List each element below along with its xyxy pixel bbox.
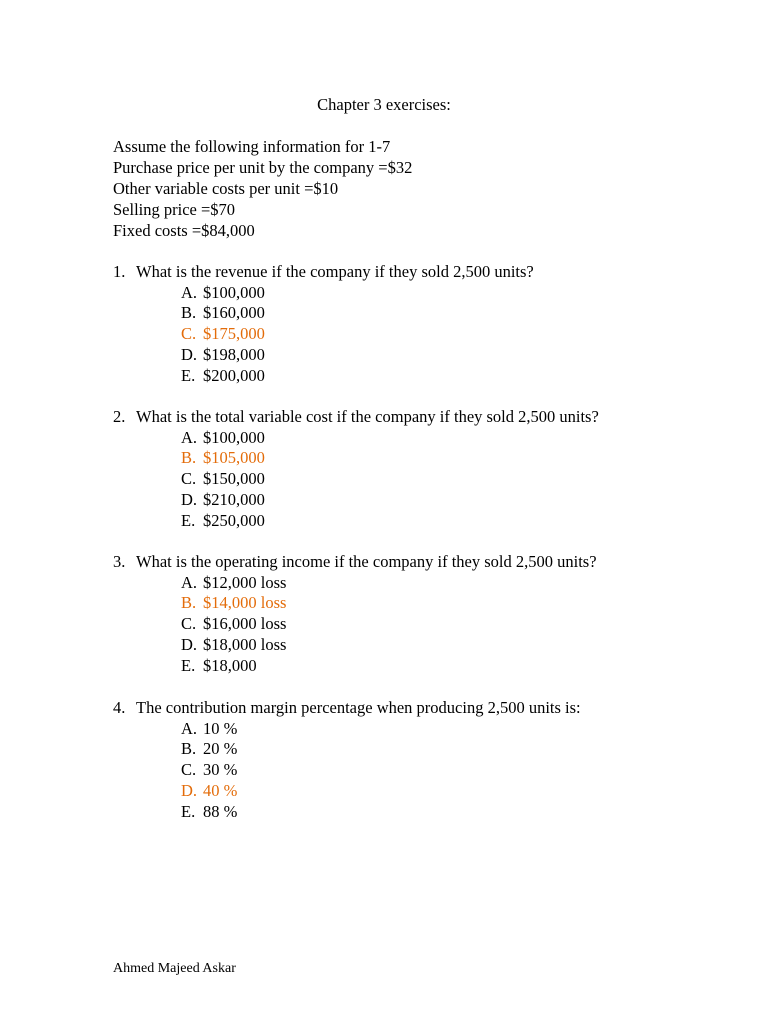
answer-option	[181, 593, 597, 614]
question-4	[113, 698, 581, 822]
option-letter: C.	[181, 324, 197, 344]
option-text: $210,000	[203, 489, 265, 509]
option-letter: A.	[181, 572, 198, 592]
answer-option	[181, 469, 599, 490]
answer-options	[181, 283, 534, 387]
option-text: $12,000 loss	[203, 572, 287, 592]
question-stem	[113, 407, 599, 428]
question-text: What is the total variable cost if the company if they sold 2,500 units?	[136, 407, 599, 426]
answer-option	[181, 448, 599, 469]
option-text: $18,000 loss	[203, 634, 287, 654]
option-letter: B.	[181, 303, 197, 323]
option-text: $105,000	[203, 448, 265, 468]
answer-option	[181, 490, 599, 511]
option-letter: A.	[181, 718, 198, 738]
answer-options	[181, 719, 581, 823]
option-text: 88 %	[203, 801, 238, 821]
intro-line: Selling price =$70	[113, 200, 236, 219]
answer-options	[181, 573, 597, 677]
question-1	[113, 262, 534, 386]
option-letter: C.	[181, 760, 197, 780]
answer-options	[181, 428, 599, 532]
option-letter: B.	[181, 739, 197, 759]
option-text: $175,000	[203, 324, 265, 344]
answer-option	[181, 283, 534, 304]
intro-line: Assume the following information for 1-7	[113, 137, 391, 156]
question-text: What is the revenue if the company if they sold 2,500 units?	[136, 262, 534, 281]
answer-option	[181, 739, 581, 760]
question-number: 4.	[113, 698, 126, 717]
question-stem	[113, 552, 597, 573]
option-letter: E.	[181, 655, 196, 675]
answer-option	[181, 781, 581, 802]
intro-line: Purchase price per unit by the company =$32	[113, 158, 413, 177]
intro-line: Fixed costs =$84,000	[113, 221, 255, 240]
option-letter: C.	[181, 469, 197, 489]
option-text: 40 %	[203, 780, 238, 800]
question-number: 3.	[113, 552, 126, 571]
option-letter: E.	[181, 801, 196, 821]
answer-option	[181, 656, 597, 677]
question-text: The contribution margin percentage when producing 2,500 units is:	[136, 698, 581, 717]
option-letter: E.	[181, 510, 196, 530]
option-letter: E.	[181, 365, 196, 385]
option-text: $18,000	[203, 655, 257, 675]
question-number: 2.	[113, 407, 126, 426]
question-text: What is the operating income if the company if they sold 2,500 units?	[136, 552, 597, 571]
answer-option	[181, 719, 581, 740]
option-letter: B.	[181, 593, 197, 613]
option-letter: A.	[181, 427, 198, 447]
option-text: 30 %	[203, 760, 238, 780]
option-letter: A.	[181, 282, 198, 302]
option-text: 10 %	[203, 718, 238, 738]
option-text: $100,000	[203, 427, 265, 447]
answer-option	[181, 760, 581, 781]
answer-option	[181, 303, 534, 324]
option-letter: D.	[181, 634, 198, 654]
answer-option	[181, 428, 599, 449]
option-text: $250,000	[203, 510, 265, 530]
answer-option	[181, 802, 581, 823]
question-stem	[113, 698, 581, 719]
answer-option	[181, 345, 534, 366]
option-text: $16,000 loss	[203, 614, 287, 634]
option-letter: D.	[181, 780, 198, 800]
question-2	[113, 407, 599, 531]
option-text: $200,000	[203, 365, 265, 385]
author-footer: Ahmed Majeed Askar	[113, 961, 236, 976]
option-letter: C.	[181, 614, 197, 634]
page-title: Chapter 3 exercises:	[317, 95, 451, 114]
answer-option	[181, 635, 597, 656]
question-stem	[113, 262, 534, 283]
option-text: $150,000	[203, 469, 265, 489]
option-text: $100,000	[203, 282, 265, 302]
option-letter: B.	[181, 448, 197, 468]
answer-option	[181, 324, 534, 345]
option-letter: D.	[181, 344, 198, 364]
option-letter: D.	[181, 489, 198, 509]
option-text: $14,000 loss	[203, 593, 287, 613]
intro-line: Other variable costs per unit =$10	[113, 179, 339, 198]
question-number: 1.	[113, 262, 126, 281]
answer-option	[181, 366, 534, 387]
option-text: $198,000	[203, 344, 265, 364]
question-3	[113, 552, 597, 676]
answer-option	[181, 573, 597, 594]
answer-option	[181, 614, 597, 635]
option-text: $160,000	[203, 303, 265, 323]
given-information	[113, 136, 412, 241]
option-text: 20 %	[203, 739, 238, 759]
answer-option	[181, 511, 599, 532]
